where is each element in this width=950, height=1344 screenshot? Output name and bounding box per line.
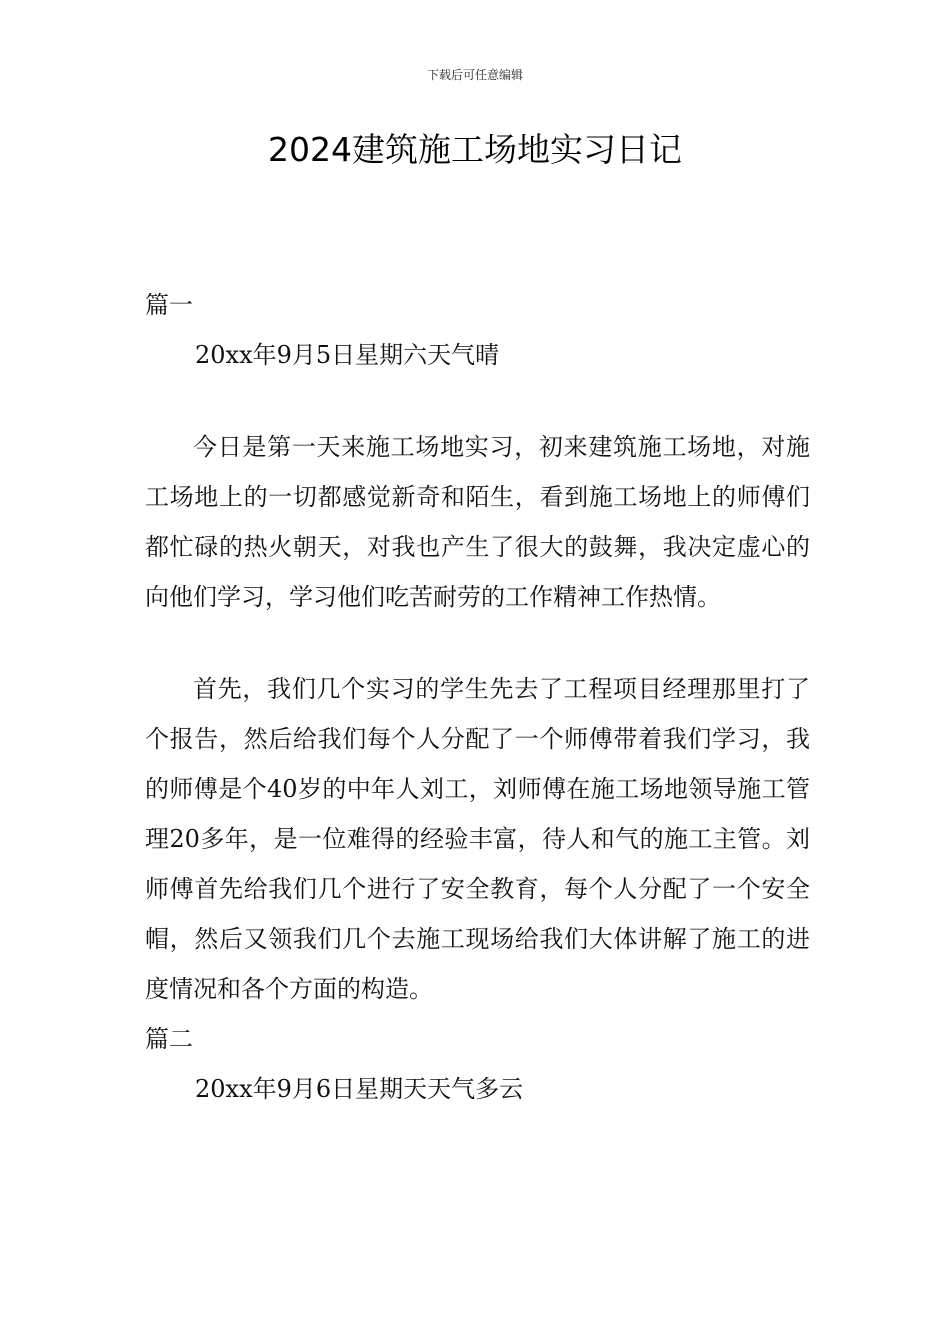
section-date: 20xx年9月5日星期六天气晴 <box>195 341 500 369</box>
spacer <box>145 380 810 422</box>
section-2 <box>145 1014 810 1114</box>
spacer <box>145 622 810 664</box>
paragraph: 首先，我们几个实习的学生先去了工程项目经理那里打了个报告，然后给我们每个人分配了一个师傅带着我们学习，我的师傅是个40岁的中年人刘工，刘师傅在施工场地领导施工管理20多年，是一位难得的经验丰富，待人和气的施工主管。刘师傅首先给我们几个进行了安全教育，每个人分配了一个安全帽，然后又领我们几个去施工现场给我们大体讲解了施工的进度情况和各个方面的构造。 <box>145 675 810 1003</box>
section-1 <box>145 280 810 1014</box>
paragraph: 今日是第一天来施工场地实习，初来建筑施工场地，对施工场地上的一切都感觉新奇和陌生，看到施工场地上的师傅们都忙碌的热火朝天，对我也产生了很大的鼓舞，我决定虚心的向他们学习，学习他们吃苦耐劳的工作精神工作热情。 <box>145 433 810 611</box>
section-label: 篇一 <box>145 291 193 319</box>
header-note: 下载后可任意编辑 <box>426 68 523 82</box>
document-title: 2024建筑施工场地实习日记 <box>268 130 682 169</box>
document-body <box>145 280 810 1114</box>
section-date: 20xx年9月6日星期天天气多云 <box>195 1075 524 1103</box>
section-label: 篇二 <box>145 1025 193 1053</box>
